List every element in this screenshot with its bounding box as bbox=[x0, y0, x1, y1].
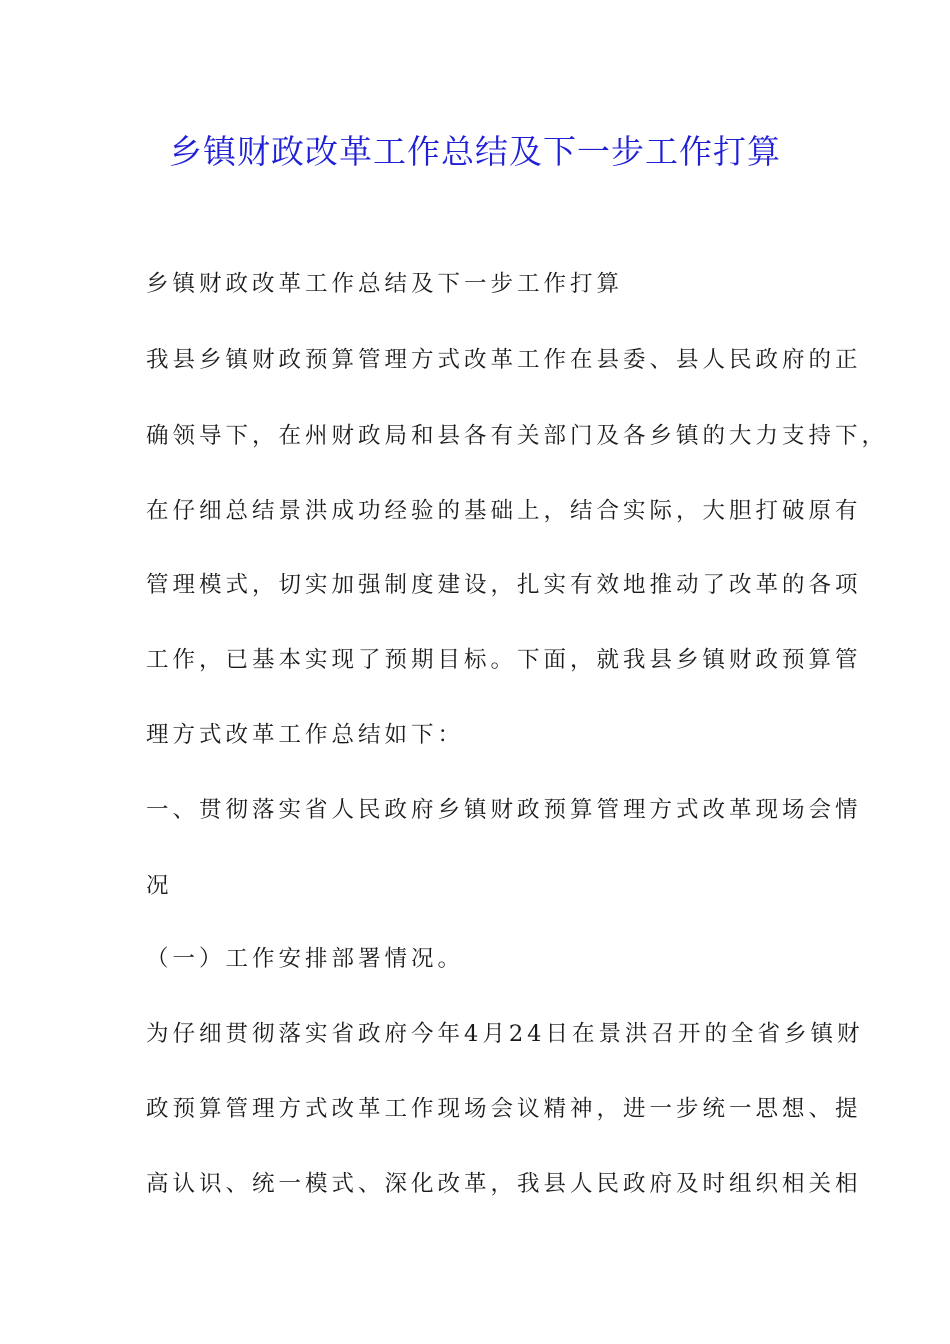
body-line: 我县乡镇财政预算管理方式改革工作在县委、县人民政府的正 bbox=[146, 347, 862, 373]
body-line: 为仔细贯彻落实省政府今年4月24日在景洪召开的全省乡镇财 bbox=[146, 1021, 864, 1047]
body-line: 理方式改革工作总结如下： bbox=[146, 722, 465, 748]
subtitle-line: 乡镇财政改革工作总结及下一步工作打算 bbox=[146, 271, 624, 297]
body-line: 政预算管理方式改革工作现场会议精神，进一步统一思想、提 bbox=[146, 1096, 862, 1122]
section-heading-line: 一、贯彻落实省人民政府乡镇财政预算管理方式改革现场会情 bbox=[146, 797, 862, 823]
body-line: 高认识、统一模式、深化改革，我县人民政府及时组织相关相 bbox=[146, 1171, 862, 1197]
body-line: 确领导下，在州财政局和县各有关部门及各乡镇的大力支持下， bbox=[146, 423, 889, 449]
body-line: 工作，已基本实现了预期目标。下面，就我县乡镇财政预算管 bbox=[146, 647, 862, 673]
subsection-heading: （一）工作安排部署情况。 bbox=[146, 946, 465, 972]
section-heading-line: 况 bbox=[146, 873, 173, 899]
document-title: 乡镇财政改革工作总结及下一步工作打算 bbox=[169, 132, 781, 171]
body-line: 管理模式，切实加强制度建设，扎实有效地推动了改革的各项 bbox=[146, 572, 862, 598]
body-line: 在仔细总结景洪成功经验的基础上，结合实际，大胆打破原有 bbox=[146, 498, 862, 524]
